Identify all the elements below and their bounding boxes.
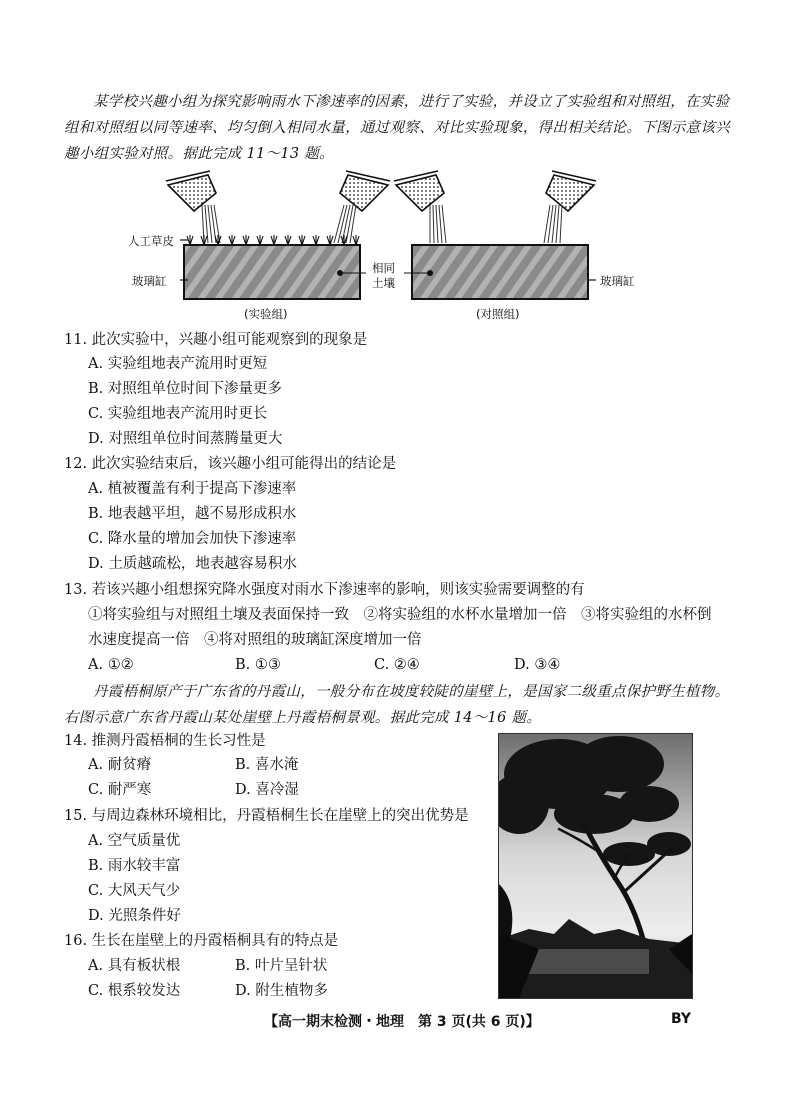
question-12-option-a[interactable]: A. 植被覆盖有利于提高下渗速率 bbox=[88, 481, 297, 497]
caption-control-group: (对照组) bbox=[476, 307, 520, 321]
water-stream bbox=[430, 205, 446, 243]
question-13-option-c[interactable]: C. ②④ bbox=[374, 657, 420, 673]
artificial-turf bbox=[187, 235, 359, 245]
question-16-stem: 16. 生长在崖壁上的丹霞梧桐具有的特点是 bbox=[64, 933, 339, 949]
question-15-option-c[interactable]: C. 大风天气少 bbox=[88, 883, 181, 899]
intro-paragraph-2: 丹霞梧桐原产于广东省的丹霞山，一般分布在坡度较陡的崖壁上，是国家二级重点保护野生植物。右图示意广东省丹霞山某处崖壁上丹霞梧桐景观。据此完成 14～16 题。 bbox=[64, 684, 730, 726]
question-14-option-c[interactable]: C. 耐严寒 bbox=[88, 782, 152, 798]
label-same-soil-1: 相同 bbox=[372, 261, 395, 275]
water-stream bbox=[202, 205, 220, 243]
question-16-option-c[interactable]: C. 根系较发达 bbox=[88, 983, 181, 999]
question-15-option-a[interactable]: A. 空气质量优 bbox=[88, 833, 181, 849]
question-15-stem: 15. 与周边森林环境相比，丹霞梧桐生长在崖壁上的突出优势是 bbox=[64, 808, 469, 824]
page-footer: 【高一期末检测・地理 第 3 页(共 6 页)】 bbox=[264, 1014, 540, 1030]
question-14-option-a[interactable]: A. 耐贫瘠 bbox=[88, 757, 152, 773]
question-14-stem: 14. 推测丹霞梧桐的生长习性是 bbox=[64, 733, 266, 749]
question-14-option-d[interactable]: D. 喜冷湿 bbox=[235, 782, 299, 798]
question-12-option-c[interactable]: C. 降水量的增加会加快下渗速率 bbox=[88, 531, 297, 547]
question-11-option-a[interactable]: A. 实验组地表产流用时更短 bbox=[88, 356, 268, 372]
intro-paragraph-1: 某学校兴趣小组为探究影响雨水下渗速率的因素，进行了实验，并设立了实验组和对照组，在实验组和对照组以同等速率、均匀倒入相同水量，通过观察、对比实验现象，得出相关结论。下图示意该兴趣小组实验对照。据此完成 11～13 题。 bbox=[64, 94, 730, 162]
danxia-tree-photo bbox=[498, 733, 693, 999]
water-stream bbox=[334, 205, 356, 243]
question-16-option-d[interactable]: D. 附生植物多 bbox=[235, 983, 328, 999]
question-11-option-c[interactable]: C. 实验组地表产流用时更长 bbox=[88, 406, 268, 422]
water-cup-icon bbox=[546, 171, 596, 211]
question-13-option-b[interactable]: B. ①③ bbox=[235, 657, 281, 673]
water-cup-icon bbox=[340, 171, 390, 211]
water-stream bbox=[544, 205, 562, 243]
experiment-tank bbox=[184, 245, 360, 299]
question-13-option-a[interactable]: A. ①② bbox=[88, 657, 134, 673]
question-15-option-d[interactable]: D. 光照条件好 bbox=[88, 908, 181, 924]
question-13-option-d[interactable]: D. ③④ bbox=[514, 657, 561, 673]
control-tank bbox=[412, 245, 588, 299]
question-16-option-b[interactable]: B. 叶片呈针状 bbox=[235, 958, 328, 974]
question-15-option-b[interactable]: B. 雨水较丰富 bbox=[88, 858, 181, 874]
label-glass-tank-right: 玻璃缸 bbox=[600, 274, 635, 288]
label-same-soil-2: 土壤 bbox=[372, 276, 395, 290]
question-12-stem: 12. 此次实验结束后，该兴趣小组可能得出的结论是 bbox=[64, 456, 397, 472]
question-14-option-b[interactable]: B. 喜水淹 bbox=[235, 757, 299, 773]
question-11-stem: 11. 此次实验中，兴趣小组可能观察到的现象是 bbox=[64, 332, 368, 348]
footer-code: BY bbox=[671, 1011, 692, 1027]
label-artificial-turf: 人工草皮 bbox=[128, 234, 174, 248]
question-16-option-a[interactable]: A. 具有板状根 bbox=[88, 958, 181, 974]
question-12-option-d[interactable]: D. 土质越疏松，地表越容易积水 bbox=[88, 556, 297, 572]
question-12-option-b[interactable]: B. 地表越平坦，越不易形成积水 bbox=[88, 506, 297, 522]
question-13-stem: 13. 若该兴趣小组想探究降水强度对雨水下渗速率的影响，则该实验需要调整的有 bbox=[64, 582, 585, 598]
question-11-option-b[interactable]: B. 对照组单位时间下渗量更多 bbox=[88, 381, 282, 397]
question-13-choices-line-2: 水速度提高一倍 ④将对照组的玻璃缸深度增加一倍 bbox=[88, 632, 422, 648]
label-glass-tank-left: 玻璃缸 bbox=[132, 274, 167, 288]
question-11-option-d[interactable]: D. 对照组单位时间蒸腾量更大 bbox=[88, 431, 283, 447]
experiment-figure bbox=[120, 165, 640, 325]
caption-experiment-group: (实验组) bbox=[244, 307, 288, 321]
question-13-choices-line-1: ①将实验组与对照组土壤及表面保持一致 ②将实验组的水杯水量增加一倍 ③将实验组的水杯倒 bbox=[88, 607, 712, 623]
